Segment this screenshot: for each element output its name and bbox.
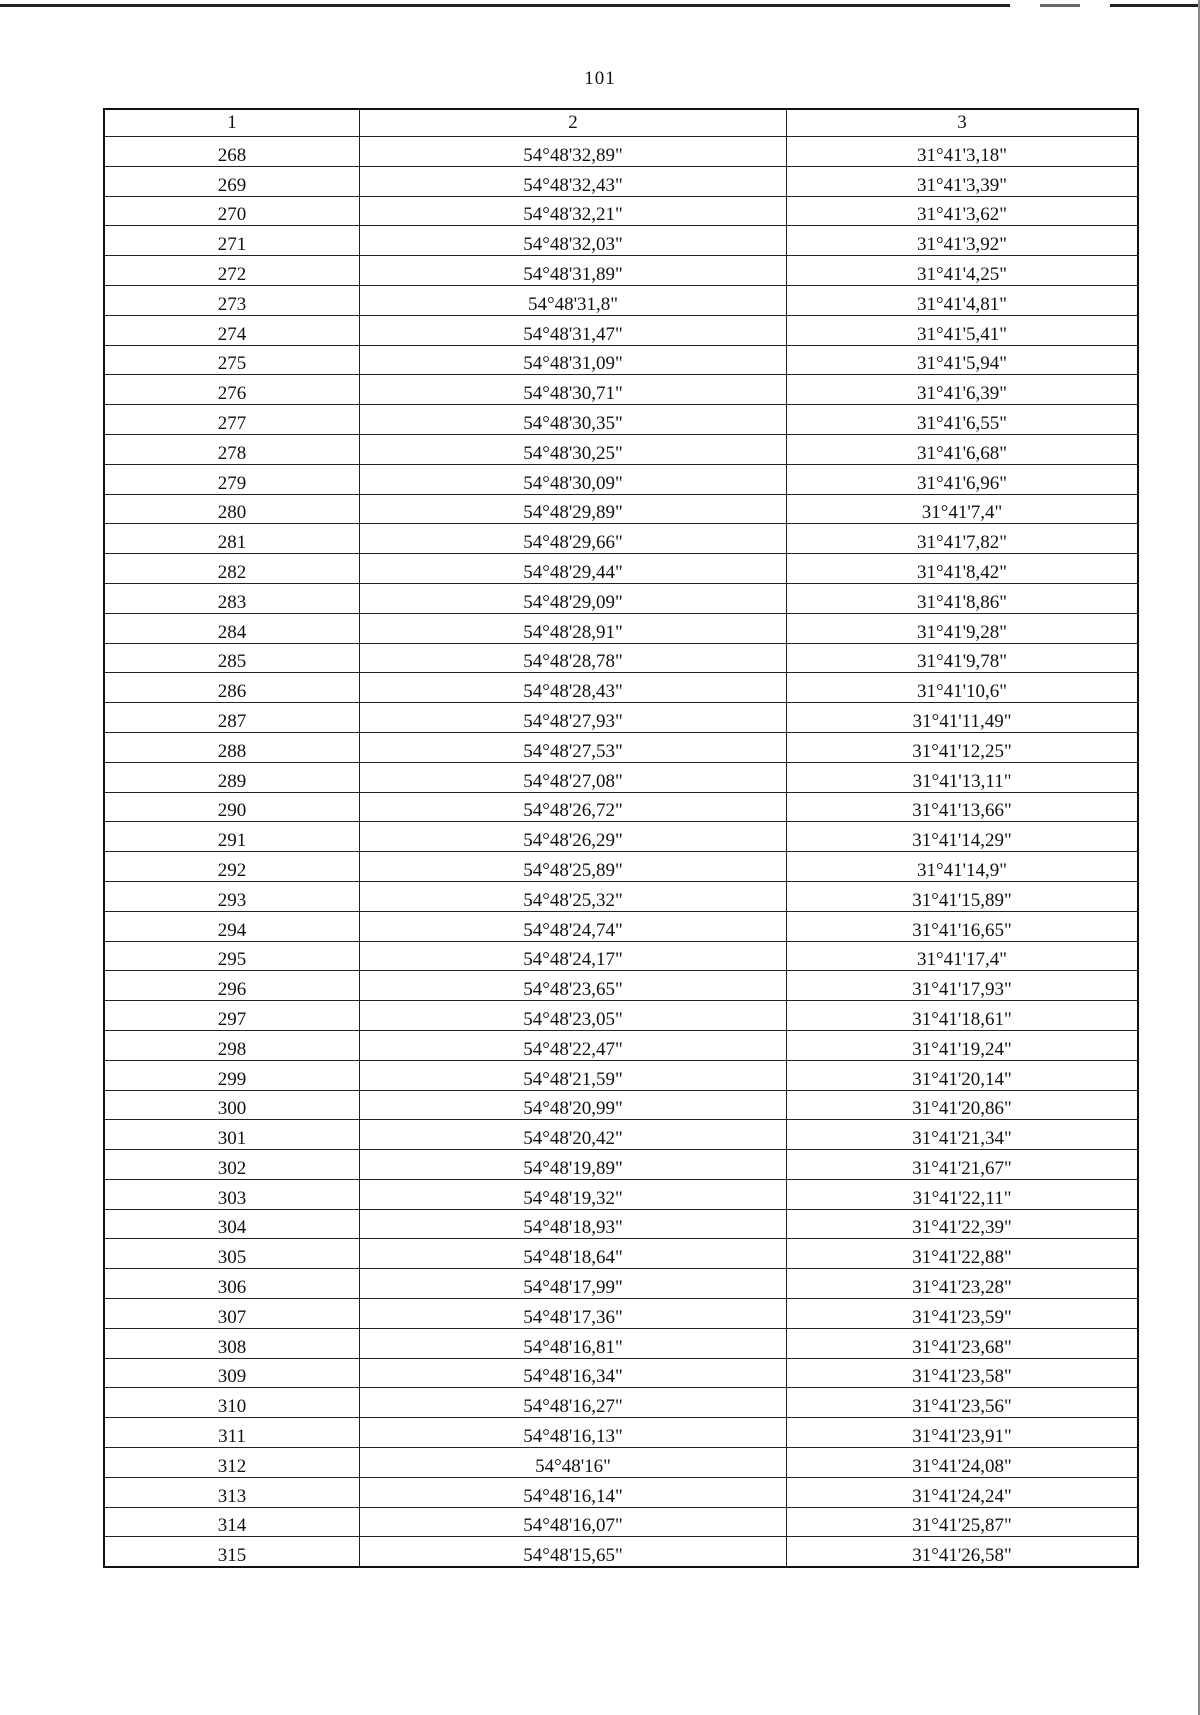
cell-point-number: 309: [104, 1358, 359, 1388]
cell-point-number: 270: [104, 196, 359, 226]
table-row: [104, 137, 1138, 167]
cell-point-number: 306: [104, 1269, 359, 1299]
cell-longitude: 31°41'15,89": [787, 881, 1138, 911]
cell-longitude: 31°41'24,24": [787, 1477, 1138, 1507]
cell-longitude: 31°41'23,59": [787, 1299, 1138, 1329]
table-row: [104, 196, 1138, 226]
cell-latitude: 54°48'32,43": [359, 166, 786, 196]
table-row: [104, 256, 1138, 286]
cell-longitude: 31°41'21,67": [787, 1150, 1138, 1180]
cell-latitude: 54°48'26,72": [359, 792, 786, 822]
table-row: [104, 703, 1138, 733]
cell-longitude: 31°41'22,88": [787, 1239, 1138, 1269]
cell-longitude: 31°41'24,08": [787, 1448, 1138, 1478]
cell-latitude: 54°48'23,05": [359, 1001, 786, 1031]
cell-longitude: 31°41'17,93": [787, 971, 1138, 1001]
cell-longitude: 31°41'21,34": [787, 1120, 1138, 1150]
cell-point-number: 315: [104, 1537, 359, 1567]
cell-longitude: 31°41'4,25": [787, 256, 1138, 286]
cell-longitude: 31°41'8,42": [787, 554, 1138, 584]
cell-longitude: 31°41'23,91": [787, 1418, 1138, 1448]
cell-latitude: 54°48'31,8": [359, 285, 786, 315]
table-row: [104, 643, 1138, 673]
cell-point-number: 301: [104, 1120, 359, 1150]
table-row: [104, 971, 1138, 1001]
table-row: [104, 822, 1138, 852]
table-row: [104, 583, 1138, 613]
table-row: [104, 434, 1138, 464]
cell-latitude: 54°48'16,07": [359, 1507, 786, 1537]
table-row: [104, 285, 1138, 315]
cell-longitude: 31°41'3,18": [787, 137, 1138, 167]
table-row: [104, 1448, 1138, 1478]
table-row: [104, 762, 1138, 792]
cell-latitude: 54°48'32,03": [359, 226, 786, 256]
table-row: [104, 1388, 1138, 1418]
cell-longitude: 31°41'12,25": [787, 732, 1138, 762]
cell-latitude: 54°48'31,09": [359, 345, 786, 375]
cell-latitude: 54°48'29,44": [359, 554, 786, 584]
cell-longitude: 31°41'5,41": [787, 315, 1138, 345]
cell-longitude: 31°41'25,87": [787, 1507, 1138, 1537]
cell-longitude: 31°41'5,94": [787, 345, 1138, 375]
cell-longitude: 31°41'22,11": [787, 1179, 1138, 1209]
cell-longitude: 31°41'23,68": [787, 1328, 1138, 1358]
cell-longitude: 31°41'7,4": [787, 494, 1138, 524]
cell-latitude: 54°48'16": [359, 1448, 786, 1478]
table-row: [104, 852, 1138, 882]
cell-latitude: 54°48'30,35": [359, 405, 786, 435]
cell-point-number: 310: [104, 1388, 359, 1418]
cell-latitude: 54°48'16,13": [359, 1418, 786, 1448]
table-row: [104, 524, 1138, 554]
cell-latitude: 54°48'24,17": [359, 941, 786, 971]
coordinates-table: [103, 108, 1139, 1568]
cell-longitude: 31°41'6,68": [787, 434, 1138, 464]
cell-point-number: 300: [104, 1090, 359, 1120]
cell-point-number: 271: [104, 226, 359, 256]
cell-latitude: 54°48'29,09": [359, 583, 786, 613]
cell-longitude: 31°41'18,61": [787, 1001, 1138, 1031]
table-row: [104, 732, 1138, 762]
cell-latitude: 54°48'26,29": [359, 822, 786, 852]
cell-longitude: 31°41'3,39": [787, 166, 1138, 196]
cell-longitude: 31°41'23,28": [787, 1269, 1138, 1299]
cell-point-number: 292: [104, 852, 359, 882]
cell-longitude: 31°41'16,65": [787, 911, 1138, 941]
table-row: [104, 911, 1138, 941]
cell-longitude: 31°41'6,55": [787, 405, 1138, 435]
cell-point-number: 274: [104, 315, 359, 345]
cell-point-number: 302: [104, 1150, 359, 1180]
cell-point-number: 275: [104, 345, 359, 375]
cell-point-number: 277: [104, 405, 359, 435]
cell-longitude: 31°41'17,4": [787, 941, 1138, 971]
cell-latitude: 54°48'28,91": [359, 613, 786, 643]
cell-point-number: 307: [104, 1299, 359, 1329]
table-header-row: [104, 109, 1138, 137]
table-row: [104, 941, 1138, 971]
cell-point-number: 294: [104, 911, 359, 941]
table-row: [104, 1090, 1138, 1120]
cell-point-number: 313: [104, 1477, 359, 1507]
cell-latitude: 54°48'29,66": [359, 524, 786, 554]
table-row: [104, 1209, 1138, 1239]
cell-latitude: 54°48'17,36": [359, 1299, 786, 1329]
cell-longitude: 31°41'14,9": [787, 852, 1138, 882]
table-row: [104, 673, 1138, 703]
cell-point-number: 280: [104, 494, 359, 524]
cell-latitude: 54°48'19,89": [359, 1150, 786, 1180]
cell-latitude: 54°48'18,64": [359, 1239, 786, 1269]
page-number: 101: [584, 68, 616, 89]
cell-latitude: 54°48'15,65": [359, 1537, 786, 1567]
cell-point-number: 305: [104, 1239, 359, 1269]
cell-point-number: 283: [104, 583, 359, 613]
cell-longitude: 31°41'23,56": [787, 1388, 1138, 1418]
cell-latitude: 54°48'28,43": [359, 673, 786, 703]
cell-latitude: 54°48'24,74": [359, 911, 786, 941]
cell-longitude: 31°41'7,82": [787, 524, 1138, 554]
cell-longitude: 31°41'13,66": [787, 792, 1138, 822]
table-row: [104, 1328, 1138, 1358]
table-row: [104, 464, 1138, 494]
table-row: [104, 1418, 1138, 1448]
cell-longitude: 31°41'4,81": [787, 285, 1138, 315]
table-row: [104, 226, 1138, 256]
cell-latitude: 54°48'20,42": [359, 1120, 786, 1150]
cell-point-number: 285: [104, 643, 359, 673]
cell-latitude: 54°48'19,32": [359, 1179, 786, 1209]
cell-point-number: 303: [104, 1179, 359, 1209]
cell-longitude: 31°41'20,14": [787, 1060, 1138, 1090]
cell-latitude: 54°48'30,25": [359, 434, 786, 464]
cell-point-number: 284: [104, 613, 359, 643]
table-row: [104, 1239, 1138, 1269]
cell-longitude: 31°41'11,49": [787, 703, 1138, 733]
cell-point-number: 287: [104, 703, 359, 733]
cell-latitude: 54°48'16,27": [359, 1388, 786, 1418]
cell-point-number: 273: [104, 285, 359, 315]
cell-longitude: 31°41'19,24": [787, 1030, 1138, 1060]
table-row: [104, 554, 1138, 584]
table-row: [104, 1120, 1138, 1150]
cell-latitude: 54°48'30,09": [359, 464, 786, 494]
cell-latitude: 54°48'32,89": [359, 137, 786, 167]
cell-latitude: 54°48'16,14": [359, 1477, 786, 1507]
table-row: [104, 1030, 1138, 1060]
table-row: [104, 1150, 1138, 1180]
cell-longitude: 31°41'6,39": [787, 375, 1138, 405]
table-row: [104, 375, 1138, 405]
table-row: [104, 1269, 1138, 1299]
table-row: [104, 1060, 1138, 1090]
cell-latitude: 54°48'21,59": [359, 1060, 786, 1090]
cell-latitude: 54°48'25,89": [359, 852, 786, 882]
cell-point-number: 311: [104, 1418, 359, 1448]
cell-point-number: 293: [104, 881, 359, 911]
scan-top-border: [0, 4, 1200, 7]
cell-longitude: 31°41'13,11": [787, 762, 1138, 792]
table-row: [104, 1001, 1138, 1031]
cell-point-number: 308: [104, 1328, 359, 1358]
cell-latitude: 54°48'17,99": [359, 1269, 786, 1299]
cell-longitude: 31°41'9,28": [787, 613, 1138, 643]
cell-latitude: 54°48'28,78": [359, 643, 786, 673]
cell-latitude: 54°48'18,93": [359, 1209, 786, 1239]
table-row: [104, 1507, 1138, 1537]
cell-point-number: 279: [104, 464, 359, 494]
cell-latitude: 54°48'32,21": [359, 196, 786, 226]
table-row: [104, 405, 1138, 435]
table-row: [104, 345, 1138, 375]
column-header-point-number: 1: [104, 109, 359, 137]
cell-longitude: 31°41'3,92": [787, 226, 1138, 256]
cell-longitude: 31°41'8,86": [787, 583, 1138, 613]
cell-longitude: 31°41'3,62": [787, 196, 1138, 226]
cell-longitude: 31°41'14,29": [787, 822, 1138, 852]
cell-point-number: 314: [104, 1507, 359, 1537]
table-row: [104, 1537, 1138, 1567]
cell-latitude: 54°48'22,47": [359, 1030, 786, 1060]
cell-latitude: 54°48'31,47": [359, 315, 786, 345]
cell-latitude: 54°48'27,53": [359, 732, 786, 762]
cell-point-number: 295: [104, 941, 359, 971]
cell-point-number: 269: [104, 166, 359, 196]
table-row: [104, 881, 1138, 911]
cell-point-number: 297: [104, 1001, 359, 1031]
cell-latitude: 54°48'27,08": [359, 762, 786, 792]
cell-latitude: 54°48'25,32": [359, 881, 786, 911]
cell-latitude: 54°48'29,89": [359, 494, 786, 524]
table-row: [104, 166, 1138, 196]
cell-point-number: 290: [104, 792, 359, 822]
cell-longitude: 31°41'9,78": [787, 643, 1138, 673]
cell-point-number: 268: [104, 137, 359, 167]
cell-point-number: 281: [104, 524, 359, 554]
cell-point-number: 312: [104, 1448, 359, 1478]
cell-latitude: 54°48'20,99": [359, 1090, 786, 1120]
table-row: [104, 792, 1138, 822]
column-header-longitude: 3: [787, 109, 1138, 137]
cell-point-number: 298: [104, 1030, 359, 1060]
cell-point-number: 299: [104, 1060, 359, 1090]
table-row: [104, 1477, 1138, 1507]
cell-point-number: 282: [104, 554, 359, 584]
cell-point-number: 288: [104, 732, 359, 762]
table-row: [104, 1299, 1138, 1329]
table-row: [104, 315, 1138, 345]
cell-longitude: 31°41'20,86": [787, 1090, 1138, 1120]
cell-point-number: 304: [104, 1209, 359, 1239]
table-row: [104, 613, 1138, 643]
cell-longitude: 31°41'10,6": [787, 673, 1138, 703]
cell-latitude: 54°48'16,34": [359, 1358, 786, 1388]
cell-point-number: 289: [104, 762, 359, 792]
cell-latitude: 54°48'31,89": [359, 256, 786, 286]
cell-longitude: 31°41'26,58": [787, 1537, 1138, 1567]
cell-longitude: 31°41'22,39": [787, 1209, 1138, 1239]
column-header-latitude: 2: [359, 109, 786, 137]
cell-latitude: 54°48'16,81": [359, 1328, 786, 1358]
cell-latitude: 54°48'23,65": [359, 971, 786, 1001]
cell-point-number: 272: [104, 256, 359, 286]
cell-latitude: 54°48'30,71": [359, 375, 786, 405]
cell-point-number: 276: [104, 375, 359, 405]
table-row: [104, 1179, 1138, 1209]
cell-point-number: 291: [104, 822, 359, 852]
cell-latitude: 54°48'27,93": [359, 703, 786, 733]
table-row: [104, 1358, 1138, 1388]
cell-point-number: 278: [104, 434, 359, 464]
cell-longitude: 31°41'6,96": [787, 464, 1138, 494]
cell-longitude: 31°41'23,58": [787, 1358, 1138, 1388]
cell-point-number: 286: [104, 673, 359, 703]
cell-point-number: 296: [104, 971, 359, 1001]
table-row: [104, 494, 1138, 524]
